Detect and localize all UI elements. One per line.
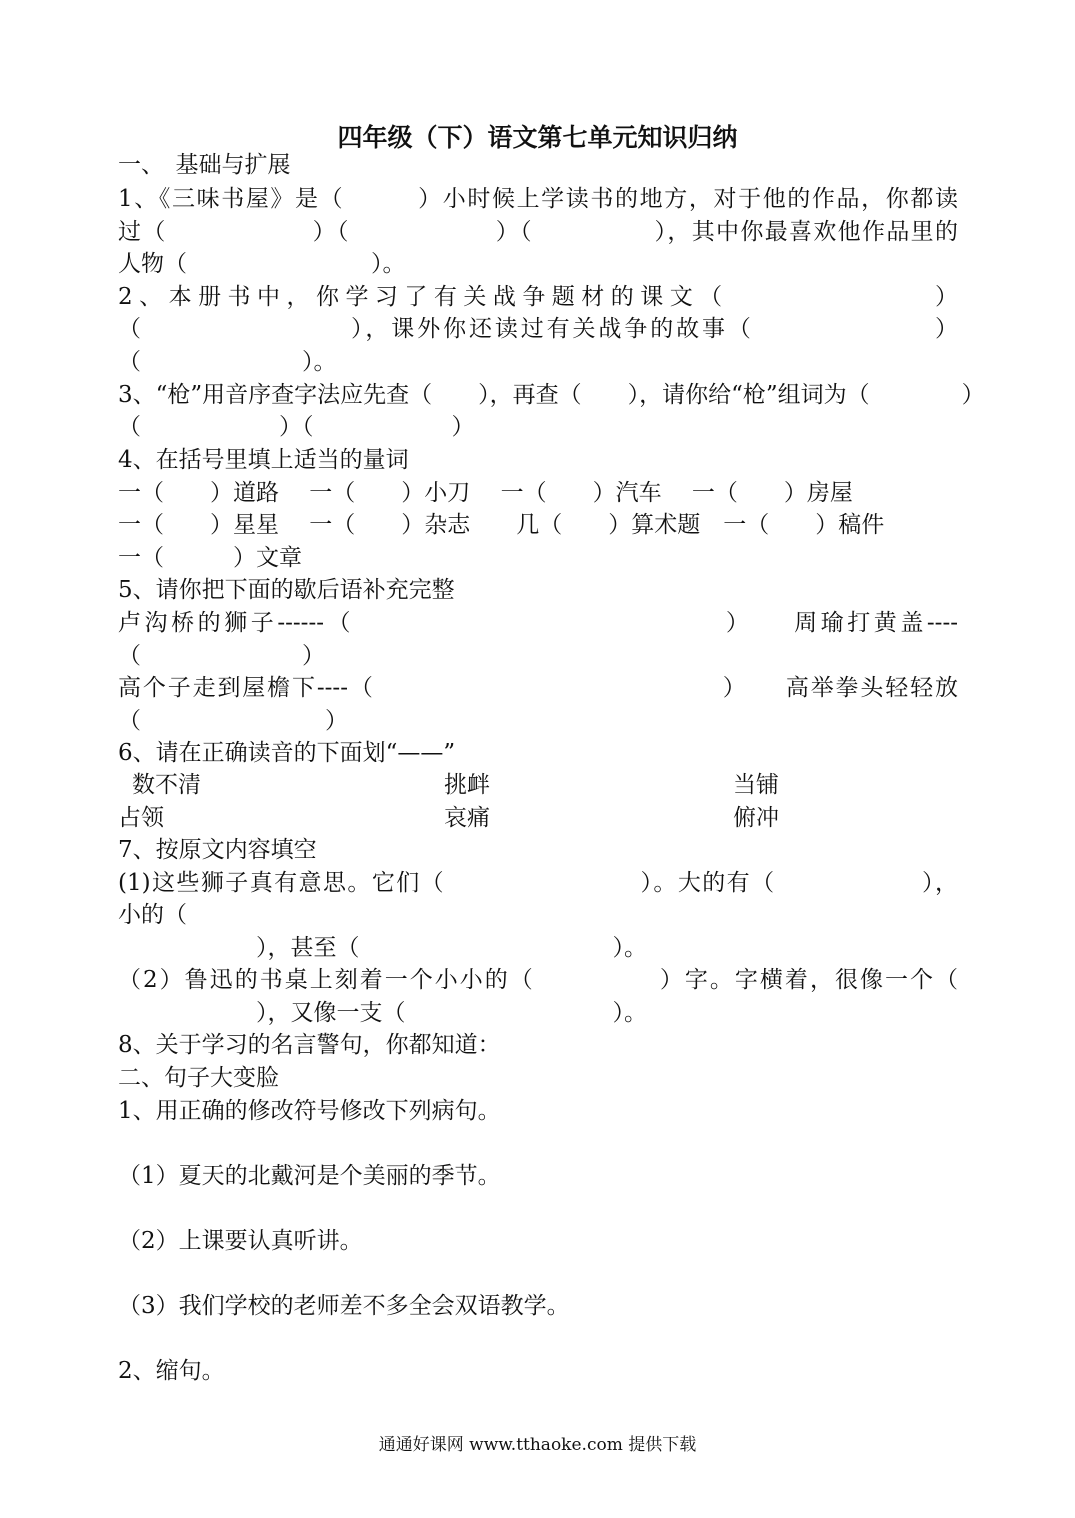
question-1-line-1: 1、《三味书屋》是（ ）小时候上学读书的地方，对于他的作品，你都读 <box>118 186 958 212</box>
question-5-line-2: （ ） <box>118 643 325 669</box>
question-7-line-5: ），又像一支（ ）。 <box>118 1000 647 1026</box>
section-heading-1: 一、 基础与扩展 <box>118 152 291 178</box>
question-6-heading: 6、请在正确读音的下面划“——” <box>118 740 456 766</box>
pinyin-word: 俯冲 <box>733 805 779 831</box>
sentence-item: （1）夏天的北戴河是个美丽的季节。 <box>118 1163 501 1189</box>
sentence-item: （2）上课要认真听讲。 <box>118 1228 363 1254</box>
question-7-line-2: 小的（ <box>118 902 187 928</box>
question-7-line-4: （2）鲁迅的书桌上刻着一个小小的（ ）字。字横着，很像一个（ <box>118 967 958 993</box>
section-heading-2: 二、句子大变脸 <box>118 1065 279 1091</box>
question-2-line-1: 2、本册书中，你学习了有关战争题材的课文（ ） <box>118 284 958 310</box>
question-4-row-3: 一（ ）文章 <box>118 545 302 571</box>
question-5-heading: 5、请你把下面的歇后语补充完整 <box>118 577 455 603</box>
pinyin-word: 当铺 <box>733 772 779 798</box>
question-1-line-2: 过（ ）（ ）（ ），其中你最喜欢他作品里的 <box>118 219 958 245</box>
question-5-line-4: （ ） <box>118 708 348 734</box>
question-1-line-3: 人物（ ）。 <box>118 251 406 277</box>
pinyin-word: 数不清 <box>132 772 201 798</box>
question-4-row-2: 一（ ）星星 一（ ）杂志 几（ ）算术题 一（ ）稿件 <box>118 512 885 538</box>
question-3-line-1: 3、“枪”用音序查字法应先查（ ），再查（ ），请你给“枪”组词为（ ） <box>118 382 985 408</box>
question-8: 8、关于学习的名言警句，你都知道： <box>118 1032 501 1058</box>
pinyin-word: 哀痛 <box>444 805 490 831</box>
pinyin-word: 占领 <box>118 805 164 831</box>
question-2-line-3: （ ）。 <box>118 349 337 375</box>
page-footer: 通通好课网 www.tthaoke.com 提供下载 <box>378 1435 697 1455</box>
question-4-heading: 4、在括号里填上适当的量词 <box>118 447 409 473</box>
question-2-line-2: （ ），课外你还读过有关战争的故事（ ） <box>118 316 958 342</box>
question-7-heading: 7、按原文内容填空 <box>118 837 317 863</box>
question-4-row-1: 一（ ）道路 一（ ）小刀 一（ ）汽车 一（ ）房屋 <box>118 480 853 506</box>
pinyin-word: 挑衅 <box>444 772 490 798</box>
question-7-line-3: ），甚至（ ）。 <box>118 935 647 961</box>
question-5-line-3: 高个子走到屋檐下----（ ） 高举拳头轻轻放 <box>118 675 958 701</box>
page-title: 四年级（下）语文第七单元知识归纳 <box>337 123 738 152</box>
part-2-question-1: 1、用正确的修改符号修改下列病句。 <box>118 1098 501 1124</box>
part-2-question-2: 2、缩句。 <box>118 1358 225 1384</box>
sentence-item: （3）我们学校的老师差不多全会双语教学。 <box>118 1293 570 1319</box>
question-7-line-1: (1)这些狮子真有意思。它们（ ）。大的有（ ）， <box>118 870 958 896</box>
question-3-line-2: （ ）（ ） <box>118 414 475 440</box>
question-5-line-1: 卢沟桥的狮子------（ ） 周瑜打黄盖---- <box>118 610 958 636</box>
